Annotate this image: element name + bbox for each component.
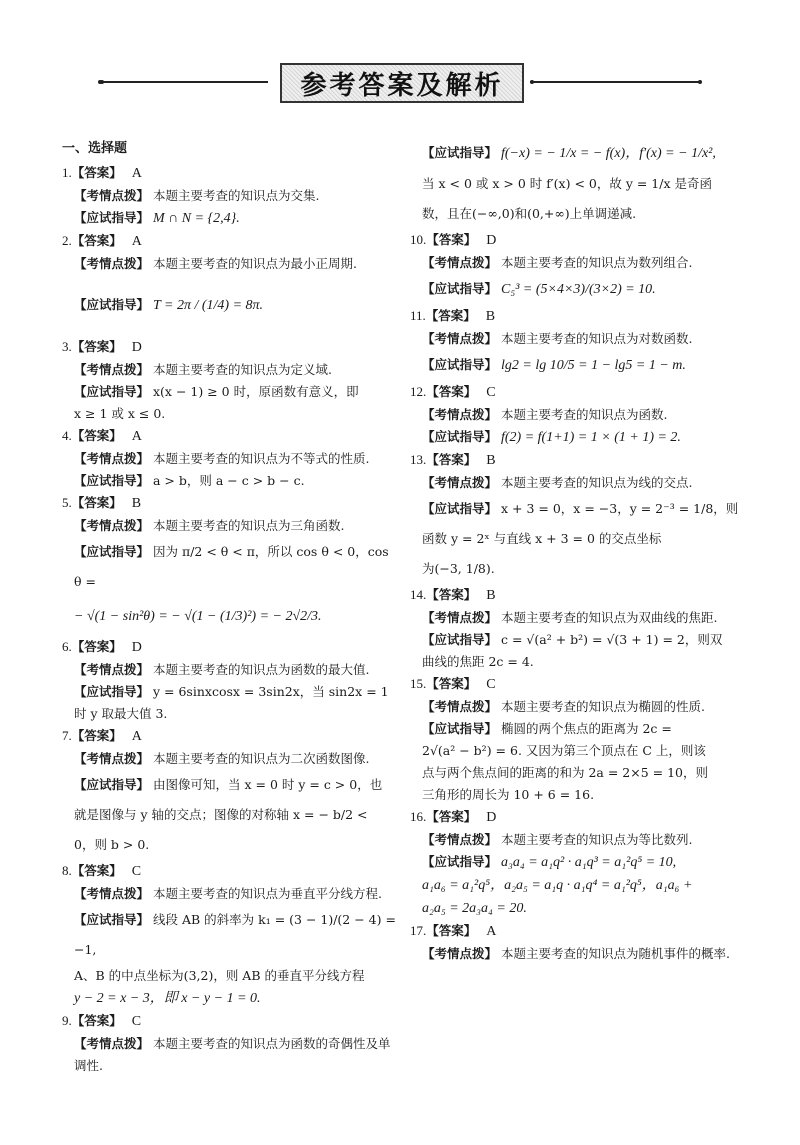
- question-number: 10.: [410, 232, 427, 247]
- guide-label: 【应试指导】: [74, 684, 150, 699]
- question-2: [62, 230, 397, 336]
- question-15: [410, 673, 770, 806]
- guide-text-cont: − √(1 − sin²θ) = − √(1 − (1/3)²) = − 2√2/3.: [74, 609, 322, 624]
- answer-label: 【答案】: [426, 384, 477, 399]
- question-number: 6.: [62, 639, 72, 654]
- answer-label: 【答案】: [71, 165, 122, 180]
- question-number: 15.: [410, 676, 427, 691]
- point-label: 【考情点拨】: [422, 946, 498, 961]
- answer-value: C: [131, 1014, 142, 1029]
- point-text: 本题主要考查的知识点为双曲线的焦距.: [501, 610, 718, 625]
- guide-text: T = 2π / (1/4) = 8π.: [153, 298, 264, 313]
- guide-label: 【应试指导】: [74, 210, 150, 225]
- guide-text-cont: a₁a₆ = a₁²q⁵，a₂a₅ = a₁q · a₁q⁴ = a₁²q⁵，a₁a₆ +: [422, 878, 693, 893]
- point-label: 【考情点拨】: [422, 832, 498, 847]
- guide-text: 由图像可知，当 x = 0 时 y = c > 0，也: [153, 777, 383, 792]
- guide-label: 【应试指导】: [422, 145, 498, 160]
- point-label: 【考情点拨】: [74, 751, 150, 766]
- guide-text: c = √(a² + b²) = √(3 + 1) = 2，则双: [501, 632, 723, 647]
- question-12: [410, 381, 770, 449]
- guide-label: 【应试指导】: [74, 544, 150, 559]
- question-number: 12.: [410, 384, 427, 399]
- question-number: 13.: [410, 452, 427, 467]
- guide-text: a₃a₄ = a₁q² · a₁q³ = a₁²q⁵ = 10,: [501, 855, 677, 870]
- answer-label: 【答案】: [426, 809, 477, 824]
- question-number: 11.: [410, 308, 426, 323]
- right-column: [410, 138, 770, 965]
- answer-value: C: [486, 677, 496, 692]
- point-text: 本题主要考查的知识点为最小正周期.: [153, 256, 357, 271]
- question-13: [410, 449, 770, 584]
- question-number: 9.: [62, 1013, 72, 1028]
- answer-value: A: [486, 924, 497, 939]
- guide-text: lg2 = lg 10/5 = 1 − lg5 = 1 − m.: [501, 358, 686, 373]
- answer-label: 【答案】: [71, 495, 122, 510]
- point-label: 【考情点拨】: [74, 886, 150, 901]
- question-number: 8.: [62, 863, 72, 878]
- page-header: [100, 68, 700, 108]
- answer-value: A: [131, 234, 142, 249]
- point-text: 本题主要考查的知识点为数列组合.: [501, 255, 693, 270]
- question-number: 17.: [410, 923, 427, 938]
- point-text: 本题主要考查的知识点为不等式的性质.: [153, 451, 370, 466]
- point-label: 【考情点拨】: [74, 451, 150, 466]
- point-text: 本题主要考查的知识点为三角函数.: [153, 518, 345, 533]
- guide-text: M ∩ N = {2,4}.: [153, 211, 240, 226]
- answer-label: 【答案】: [71, 233, 122, 248]
- guide-text: y = 6sinxcosx = 3sin2x，当 sin2x = 1: [153, 684, 389, 699]
- guide-text-cont: 2√(a² − b²) = 6. 又因为第三个顶点在 C 上，则该: [422, 743, 706, 758]
- guide-label: 【应试指导】: [422, 357, 498, 372]
- guide-text-cont: 时 y 取最大值 3.: [74, 706, 168, 721]
- guide-label: 【应试指导】: [74, 473, 150, 488]
- question-number: 3.: [62, 339, 72, 354]
- guide-text-cont: a₂a₅ = 2a₃a₄ = 20.: [422, 901, 527, 916]
- answer-value: B: [486, 588, 496, 603]
- question-17: [410, 920, 770, 965]
- guide-text-cont: 点与两个焦点间的距离的和为 2a = 2×5 = 10，则: [422, 765, 709, 780]
- point-label: 【考情点拨】: [422, 475, 498, 490]
- answer-value: B: [486, 453, 496, 468]
- guide-text-cont: 函数 y = 2ˣ 与直线 x + 3 = 0 的交点坐标: [422, 531, 662, 546]
- header-rule-left: [100, 81, 268, 83]
- guide-text: f(−x) = − 1/x = − f(x)，f′(x) = − 1/x²,: [501, 146, 716, 161]
- guide-label: 【应试指导】: [422, 721, 498, 736]
- point-text: 本题主要考查的知识点为交集.: [153, 188, 320, 203]
- section-title: 一、选择题: [62, 141, 128, 156]
- guide-text-cont: y − 2 = x − 3，即 x − y − 1 = 0.: [74, 991, 261, 1006]
- point-label: 【考情点拨】: [74, 188, 150, 203]
- guide-text-cont: 曲线的焦距 2c = 4.: [422, 654, 534, 669]
- guide-text: C₅³ = (5×4×3)/(3×2) = 10.: [501, 282, 656, 297]
- guide-text-cont: 当 x < 0 或 x > 0 时 f′(x) < 0，故 y = 1/x 是奇函: [422, 176, 712, 191]
- guide-text: 椭圆的两个焦点的距离为 2c =: [501, 721, 672, 736]
- guide-text-cont: 数，且在(−∞,0)和(0,+∞)上单调递减.: [422, 206, 637, 221]
- answer-value: D: [131, 340, 142, 355]
- guide-label: 【应试指导】: [74, 912, 150, 927]
- answer-label: 【答案】: [71, 339, 122, 354]
- point-text: 本题主要考查的知识点为函数.: [501, 407, 668, 422]
- question-number: 4.: [62, 428, 72, 443]
- question-11: [410, 305, 770, 381]
- answer-value: C: [486, 385, 496, 400]
- question-9-cont: [410, 138, 770, 229]
- question-number: 2.: [62, 233, 72, 248]
- question-10: [410, 229, 770, 305]
- point-label: 【考情点拨】: [74, 1036, 150, 1051]
- answer-label: 【答案】: [426, 452, 477, 467]
- question-number: 5.: [62, 495, 72, 510]
- point-label: 【考情点拨】: [74, 362, 150, 377]
- question-14: [410, 584, 770, 673]
- answer-label: 【答案】: [426, 232, 477, 247]
- question-5: [62, 492, 397, 636]
- question-number: 1.: [62, 165, 72, 180]
- answer-value: D: [486, 810, 497, 825]
- point-text: 本题主要考查的知识点为对数函数.: [501, 331, 693, 346]
- header-title-box: [280, 63, 524, 103]
- point-text: 本题主要考查的知识点为等比数列.: [501, 832, 693, 847]
- guide-text: x + 3 = 0，x = −3，y = 2⁻³ = 1/8，则: [501, 501, 739, 516]
- answer-label: 【答案】: [71, 428, 122, 443]
- page-title: 参考答案及解析: [300, 70, 504, 101]
- guide-text: 线段 AB 的斜率为 k₁ = (3 − 1)/(2 − 4) = −1,: [74, 912, 396, 957]
- answer-value: B: [131, 496, 142, 511]
- point-label: 【考情点拨】: [422, 407, 498, 422]
- guide-text-cont: 就是图像与 y 轴的交点；图像的对称轴 x = − b/2 <: [74, 807, 368, 822]
- guide-text: 因为 π/2 < θ < π，所以 cos θ < 0，cos θ =: [74, 544, 389, 589]
- answer-label: 【答案】: [426, 676, 477, 691]
- guide-label: 【应试指导】: [422, 854, 498, 869]
- answer-label: 【答案】: [71, 1013, 122, 1028]
- point-text: 本题主要考查的知识点为线的交点.: [501, 475, 693, 490]
- point-text: 本题主要考查的知识点为定义域.: [153, 362, 332, 377]
- answer-value: D: [486, 233, 497, 248]
- guide-text-cont: 为(−3, 1/8).: [422, 561, 495, 576]
- guide-label: 【应试指导】: [422, 632, 498, 647]
- question-number: 14.: [410, 587, 427, 602]
- header-rule-right: [530, 81, 700, 83]
- guide-text: a > b，则 a − c > b − c.: [153, 473, 305, 488]
- question-8: [62, 860, 397, 1010]
- point-label: 【考情点拨】: [74, 518, 150, 533]
- guide-text: x(x − 1) ≥ 0 时，原函数有意义，即: [153, 384, 359, 399]
- point-label: 【考情点拨】: [422, 255, 498, 270]
- question-9: [62, 1010, 397, 1077]
- answer-label: 【答案】: [425, 308, 476, 323]
- answer-value: B: [485, 309, 496, 324]
- point-text: 本题主要考查的知识点为二次函数图像.: [153, 751, 370, 766]
- question-6: [62, 636, 397, 725]
- question-number: 7.: [62, 728, 72, 743]
- answer-label: 【答案】: [71, 728, 122, 743]
- guide-label: 【应试指导】: [422, 429, 498, 444]
- question-16: [410, 806, 770, 920]
- point-label: 【考情点拨】: [422, 331, 498, 346]
- point-label: 【考情点拨】: [422, 610, 498, 625]
- answer-label: 【答案】: [426, 923, 477, 938]
- answer-value: A: [131, 166, 142, 181]
- point-text: 本题主要考查的知识点为函数的奇偶性及单调性.: [74, 1036, 391, 1073]
- guide-text-cont: 三角形的周长为 10 + 6 = 16.: [422, 787, 595, 802]
- left-column: [62, 138, 397, 1077]
- guide-text-cont: x ≥ 1 或 x ≤ 0.: [74, 406, 166, 421]
- answer-label: 【答案】: [426, 587, 477, 602]
- answer-value: A: [131, 429, 142, 444]
- answer-value: A: [131, 729, 142, 744]
- question-3: [62, 336, 397, 425]
- point-text: 本题主要考查的知识点为垂直平分线方程.: [153, 886, 382, 901]
- guide-text: f(2) = f(1+1) = 1 × (1 + 1) = 2.: [501, 430, 681, 445]
- point-label: 【考情点拨】: [74, 662, 150, 677]
- guide-label: 【应试指导】: [74, 297, 150, 312]
- point-label: 【考情点拨】: [422, 699, 498, 714]
- guide-label: 【应试指导】: [74, 384, 150, 399]
- point-text: 本题主要考查的知识点为椭圆的性质.: [501, 699, 705, 714]
- question-1: [62, 162, 397, 230]
- guide-text-cont: A、B 的中点坐标为(3,2)，则 AB 的垂直平分线方程: [74, 968, 365, 983]
- answer-value: D: [131, 640, 142, 655]
- question-7: [62, 725, 397, 860]
- point-text: 本题主要考查的知识点为随机事件的概率.: [501, 946, 730, 961]
- question-4: [62, 425, 397, 492]
- point-label: 【考情点拨】: [74, 256, 150, 271]
- point-text: 本题主要考查的知识点为函数的最大值.: [153, 662, 370, 677]
- guide-label: 【应试指导】: [422, 281, 498, 296]
- guide-label: 【应试指导】: [422, 501, 498, 516]
- answer-label: 【答案】: [71, 863, 122, 878]
- answer-label: 【答案】: [71, 639, 122, 654]
- guide-label: 【应试指导】: [74, 777, 150, 792]
- answer-value: C: [131, 864, 142, 879]
- question-number: 16.: [410, 809, 427, 824]
- guide-text-cont: 0，则 b > 0.: [74, 837, 150, 852]
